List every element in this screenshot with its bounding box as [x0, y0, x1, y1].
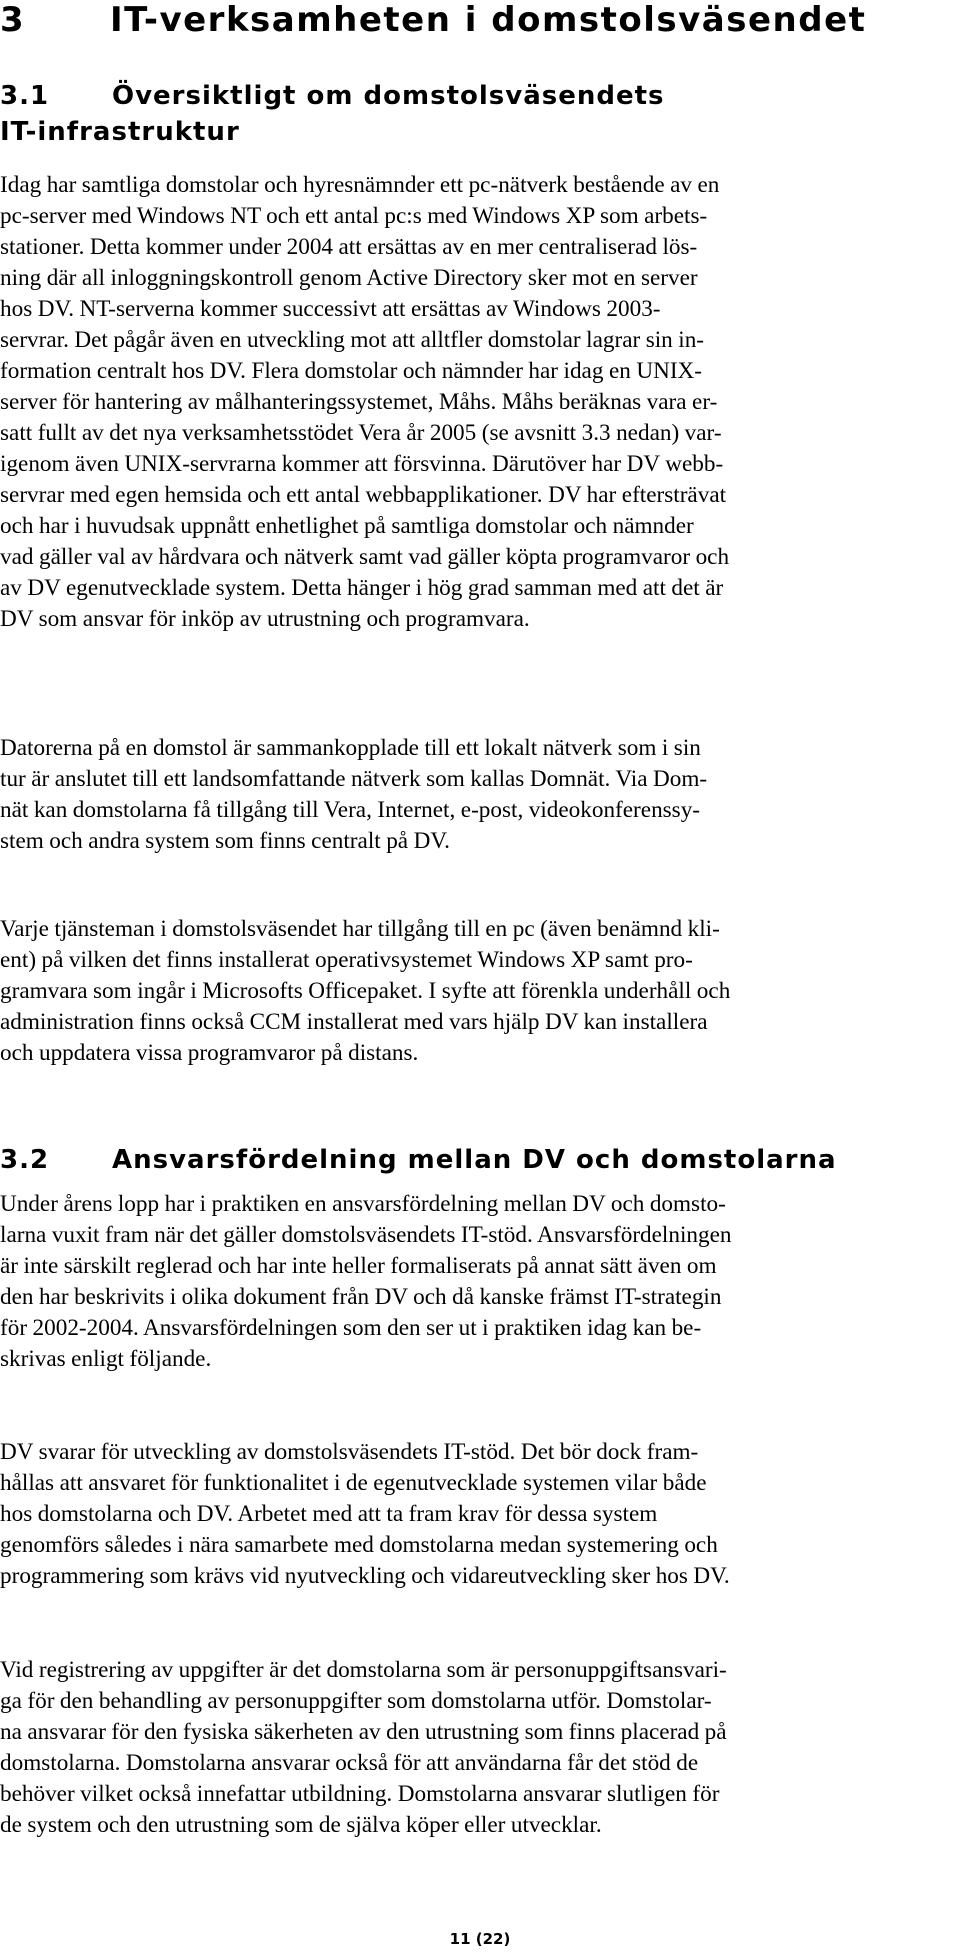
text-line: ga för den behandling av personuppgifter som domstolarna utför. Domstolar- — [0, 1688, 712, 1714]
chapter-number: 3 — [0, 0, 26, 40]
text-line: pc-server med Windows NT och ett antal pc:s med Windows XP som arbets- — [0, 203, 708, 229]
text-line: na ansvarar för den fysiska säkerheten av den utrustning som finns placerad på — [0, 1719, 727, 1745]
text-line: hos domstolarna och DV. Arbetet med att ta fram krav för dessa system — [0, 1501, 658, 1527]
text-line: larna vuxit fram när det gäller domstolsväsendets IT-stöd. Ansvarsfördelningen — [0, 1222, 732, 1248]
text-line: behöver vilket också innefattar utbildning. Domstolarna ansvarar slutligen för — [0, 1781, 720, 1807]
text-line: och uppdatera vissa programvaror på distans. — [0, 1040, 419, 1066]
text-line: ent) på vilken det finns installerat operativsystemet Windows XP samt pro- — [0, 947, 693, 973]
paragraph-development — [0, 1437, 960, 1592]
paragraph-network — [0, 733, 960, 857]
text-line: hos DV. NT-serverna kommer successivt att ersättas av Windows 2003- — [0, 296, 661, 322]
section-number: 3.2 — [0, 1145, 50, 1175]
text-line: igenom även UNIX-servrarna kommer att försvinna. Därutöver har DV webb- — [0, 451, 724, 477]
text-line: gramvara som ingår i Microsofts Officepaket. I syfte att förenkla underhåll och — [0, 978, 731, 1004]
text-line: skrivas enligt följande. — [0, 1346, 212, 1372]
text-line: Datorerna på en domstol är sammankopplade till ett lokalt nätverk som i sin — [0, 735, 701, 761]
text-line: genomförs således i nära samarbete med domstolarna medan systemering och — [0, 1532, 718, 1558]
section-heading-3-1 — [0, 78, 700, 150]
text-line: tur är anslutet till ett landsomfattande nätverk som kallas Domnät. Via Dom- — [0, 766, 708, 792]
text-line: av DV egenutvecklade system. Detta hänger i hög grad samman med att det är — [0, 575, 724, 601]
paragraph-registration — [0, 1655, 960, 1841]
text-line: administration finns också CCM installerat med vars hjälp DV kan installera — [0, 1009, 708, 1035]
section-heading-3-2 — [0, 1142, 837, 1178]
text-line: Vid registrering av uppgifter är det domstolarna som är personuppgiftsansvari- — [0, 1657, 727, 1683]
text-line: stem och andra system som finns centralt på DV. — [0, 828, 450, 854]
paragraph-workstations — [0, 914, 960, 1069]
text-line: den har beskrivits i olika dokument från DV och då kanske främst IT-strategin — [0, 1284, 722, 1310]
text-line: är inte särskilt reglerad och har inte heller formaliserats på annat sätt även om — [0, 1253, 717, 1279]
text-line: satt fullt av det nya verksamhetsstödet Vera år 2005 (se avsnitt 3.3 nedan) var- — [0, 420, 722, 446]
text-line: DV som ansvar för inköp av utrustning och programvara. — [0, 606, 530, 632]
text-line: de system och den utrustning som de själva köper eller utvecklar. — [0, 1812, 602, 1838]
text-line: och har i huvudsak uppnått enhetlighet på samtliga domstolar och nämnder — [0, 513, 694, 539]
text-line: vad gäller val av hårdvara och nätverk samt vad gäller köpta programvaror och — [0, 544, 730, 570]
section-number: 3.1 — [0, 81, 50, 111]
page-number: 11 (22) — [449, 1930, 511, 1948]
paragraph-responsibility — [0, 1189, 960, 1375]
text-line: server för hantering av målhanteringssystemet, Måhs. Måhs beräknas vara er- — [0, 389, 718, 415]
text-line: ning där all inloggningskontroll genom Active Directory sker mot en server — [0, 265, 698, 291]
text-line: servrar. Det pågår även en utveckling mot att alltfler domstolar lagrar sin in- — [0, 327, 705, 353]
paragraph-infrastructure — [0, 170, 960, 635]
text-line: programmering som krävs vid nyutveckling och vidareutveckling sker hos DV. — [0, 1563, 730, 1589]
text-line: stationer. Detta kommer under 2004 att ersättas av en mer centraliserad lös- — [0, 234, 698, 260]
text-line: nät kan domstolarna få tillgång till Vera, Internet, e-post, videokonferenssy- — [0, 797, 701, 823]
text-line: servrar med egen hemsida och ett antal webbapplikationer. DV har eftersträvat — [0, 482, 727, 508]
text-line: Under årens lopp har i praktiken en ansvarsfördelning mellan DV och domsto- — [0, 1191, 726, 1217]
text-line: DV svarar för utveckling av domstolsväsendets IT-stöd. Det bör dock fram- — [0, 1439, 699, 1465]
chapter-title: IT-verksamheten i domstolsväsendet — [110, 0, 867, 40]
text-line: för 2002-2004. Ansvarsfördelningen som den ser ut i praktiken idag kan be- — [0, 1315, 702, 1341]
text-line: Idag har samtliga domstolar och hyresnämnder ett pc-nätverk bestående av en — [0, 172, 720, 198]
chapter-heading — [0, 0, 866, 40]
section-title: Ansvarsfördelning mellan DV och domstolarna — [112, 1145, 837, 1175]
text-line: domstolarna. Domstolarna ansvarar också för att användarna får det stöd de — [0, 1750, 699, 1776]
section-title: Översiktligt om domstolsväsendets IT-infrastruktur — [0, 81, 665, 147]
text-line: formation centralt hos DV. Flera domstolar och nämnder har idag en UNIX- — [0, 358, 703, 384]
text-line: Varje tjänsteman i domstolsväsendet har tillgång till en pc (även benämnd kli- — [0, 916, 720, 942]
text-line: hållas att ansvaret för funktionalitet i de egenutvecklade systemen vilar både — [0, 1470, 707, 1496]
